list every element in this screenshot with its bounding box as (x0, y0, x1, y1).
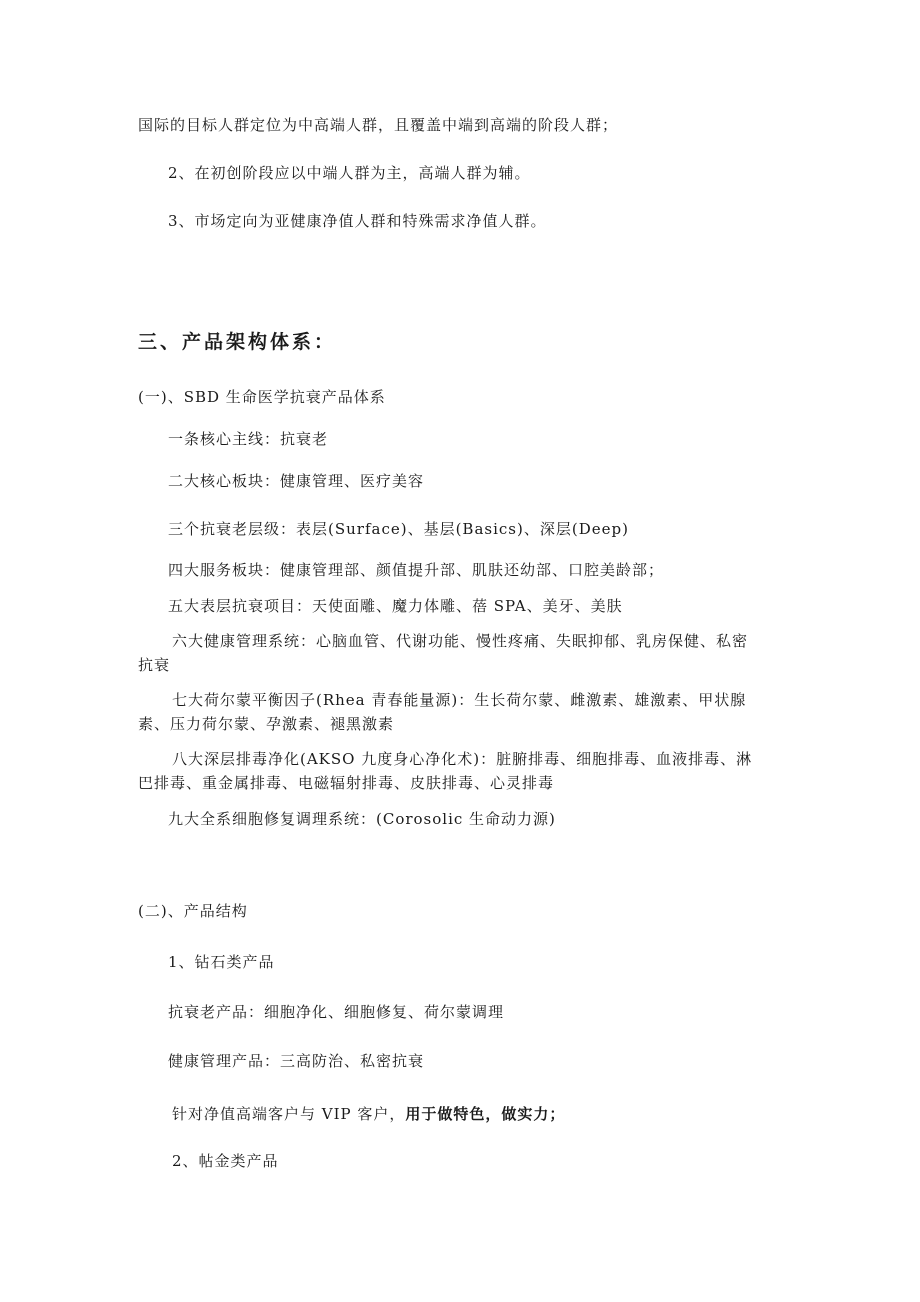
system-item-1: 一条核心主线：抗衰老 (168, 430, 329, 448)
system-item-7-line-2: 素、压力荷尔蒙、孕激素、褪黑激素 (138, 715, 395, 733)
subsection-heading-2: (二)、产品结构 (138, 902, 248, 920)
system-item-8-line-2: 巴排毒、重金属排毒、电磁辐射排毒、皮肤排毒、心灵排毒 (138, 774, 555, 792)
intro-item-3: 3、市场定向为亚健康净值人群和特殊需求净值人群。 (168, 212, 547, 230)
health-management-products: 健康管理产品：三高防治、私密抗衰 (168, 1052, 425, 1070)
system-item-4: 四大服务板块：健康管理部、颜值提升部、肌肤还幼部、口腔美龄部； (168, 561, 665, 579)
platinum-products-title: 2、帖金类产品 (172, 1152, 279, 1170)
target-customers (172, 1103, 565, 1125)
system-item-8-line-1: 八大深层排毒净化(AKSO 九度身心净化术)：脏腑排毒、细胞排毒、血液排毒、淋 (172, 750, 753, 768)
system-item-3: 三个抗衰老层级：表层(Surface)、基层(Basics)、深层(Deep) (168, 520, 629, 538)
subsection-heading-1: (一)、SBD 生命医学抗衰产品体系 (138, 388, 386, 406)
diamond-products-title: 1、钻石类产品 (168, 953, 275, 971)
system-item-7-line-1: 七大荷尔蒙平衡因子(Rhea 青春能量源)：生长荷尔蒙、雌激素、雄激素、甲状腺 (172, 691, 747, 709)
system-item-6-line-2: 抗衰 (138, 656, 171, 674)
section-heading: 三、产品架构体系： (138, 331, 337, 353)
system-item-9: 九大全系细胞修复调理系统：(Corosolic 生命动力源) (168, 810, 556, 828)
system-item-5: 五大表层抗衰项目：天使面雕、魔力体雕、蓓 SPA、美牙、美肤 (168, 597, 623, 615)
system-item-6-line-1: 六大健康管理系统：心脑血管、代谢功能、慢性疼痛、失眠抑郁、乳房保健、私密 (172, 632, 749, 650)
intro-line: 国际的目标人群定位为中高端人群，且覆盖中端到高端的阶段人群； (138, 116, 619, 134)
target-customers-text: 针对净值高端客户与 VIP 客户， (172, 1105, 406, 1123)
anti-aging-products: 抗衰老产品：细胞净化、细胞修复、荷尔蒙调理 (168, 1003, 505, 1021)
intro-item-2: 2、在初创阶段应以中端人群为主，高端人群为辅。 (168, 164, 531, 182)
target-purpose-text: 用于做特色，做实力； (405, 1105, 566, 1123)
system-item-2: 二大核心板块：健康管理、医疗美容 (168, 472, 425, 490)
